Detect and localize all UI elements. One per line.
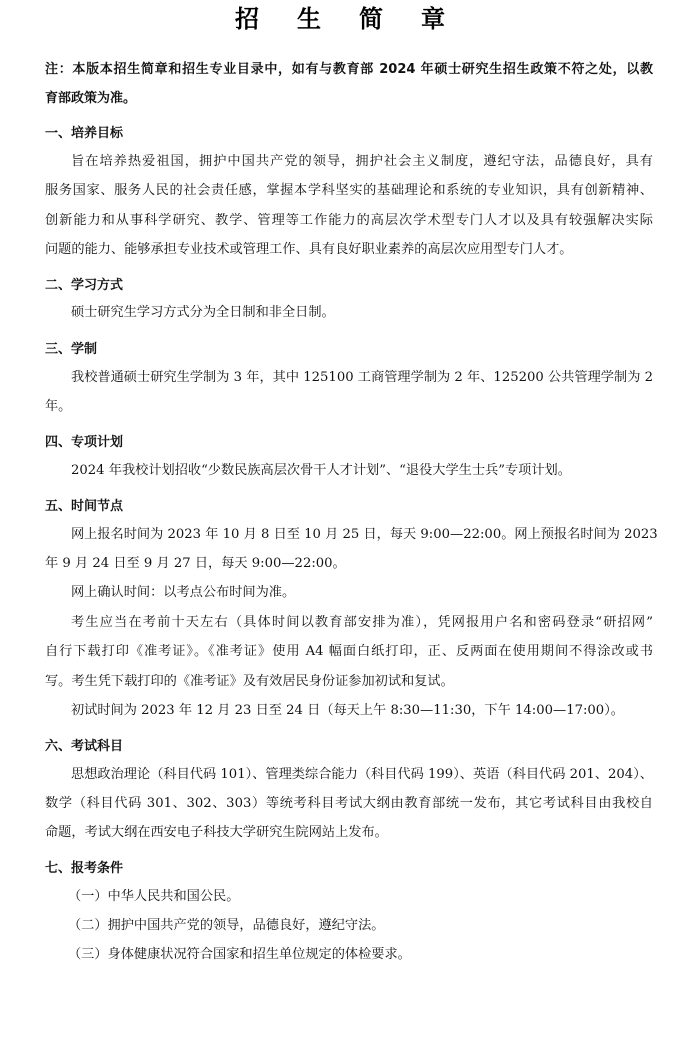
title-char: 生 (297, 5, 321, 33)
section-heading-exam-subjects: 六、考试科目 (45, 739, 124, 754)
paragraph-line: 我校普通硕士研究生学制为 3 年，其中 125100 工商管理学制为 2 年、125200 公共管理学制为 2 (71, 370, 653, 385)
paragraph-line: 考生应当在考前十天左右（具体时间以教育部安排为准），凭网报用户名和密码登录“研招网” (71, 615, 653, 630)
paragraph-line: 初试时间为 2023 年 12 月 23 日至 24 日（每天上午 8:30—11:30，下午 14:00—17:00）。 (71, 703, 624, 718)
title-char: 章 (421, 5, 445, 33)
list-item: （一）中华人民共和国公民。 (68, 889, 240, 904)
list-item: （二）拥护中国共产党的领导，品德良好，遵纪守法。 (68, 918, 385, 933)
paragraph-line: 年 9 月 24 日至 9 月 27 日，每天 9:00—22:00。 (45, 556, 346, 571)
section-heading-special-plans: 四、专项计划 (45, 435, 124, 450)
policy-note-line-1: 注：本版本招生简章和招生专业目录中，如有与教育部 2024 年硕士研究生招生政策不符之处，以教 (45, 62, 653, 77)
paragraph-line: 硕士研究生学习方式分为全日制和非全日制。 (71, 305, 335, 320)
section-heading-schedule: 五、时间节点 (45, 499, 124, 514)
paragraph-line: 服务国家、服务人民的社会责任感，掌握本学科坚实的基础理论和系统的专业知识，具有创新精神、 (45, 183, 653, 198)
section-heading-training-goals: 一、培养目标 (45, 126, 124, 141)
paragraph-line: 创新能力和从事科学研究、教学、管理等工作能力的高层次学术型专门人才以及具有较强解决实际 (45, 213, 653, 228)
paragraph-line: 旨在培养热爱祖国，拥护中国共产党的领导，拥护社会主义制度，遵纪守法，品德良好，具有 (71, 154, 653, 169)
paragraph-line: 网上报名时间为 2023 年 10 月 8 日至 10 月 25 日，每天 9:00—22:00。网上预报名时间为 2023 (71, 527, 658, 542)
section-heading-study-mode: 二、学习方式 (45, 278, 124, 293)
paragraph-line: 写。考生凭下载打印的《准考证》及有效居民身份证参加初试和复试。 (45, 674, 454, 689)
policy-note-line-2: 育部政策为准。 (45, 91, 137, 106)
paragraph-line: 数学（科目代码 301、302、303）等统考科目考试大纲由教育部统一发布，其它考试科目由我校自 (45, 796, 653, 811)
section-heading-duration: 三、学制 (45, 342, 98, 357)
paragraph-line: 命题，考试大纲在西安电子科技大学研究生院网站上发布。 (45, 825, 388, 840)
paragraph-line: 2024 年我校计划招收“少数民族高层次骨干人才计划”、“退役大学生士兵”专项计划。 (71, 463, 571, 478)
paragraph-line: 自行下载打印《准考证》。《准考证》使用 A4 幅面白纸打印，正、反两面在使用期间不得涂改或书 (45, 644, 653, 659)
paragraph-line: 问题的能力、能够承担专业技术或管理工作、具有良好职业素养的高层次应用型专门人才。 (45, 242, 573, 257)
paragraph-line: 年。 (45, 399, 72, 414)
title-char: 简 (359, 5, 383, 33)
section-heading-eligibility: 七、报考条件 (45, 861, 124, 876)
paragraph-line: 网上确认时间：以考点公布时间为准。 (71, 585, 296, 600)
paragraph-line: 思想政治理论（科目代码 101）、管理类综合能力（科目代码 199）、英语（科目代码 201、204）、 (71, 767, 653, 782)
list-item: （三）身体健康状况符合国家和招生单位规定的体检要求。 (68, 947, 411, 962)
title-char: 招 (235, 5, 259, 33)
page-title (0, 2, 680, 36)
